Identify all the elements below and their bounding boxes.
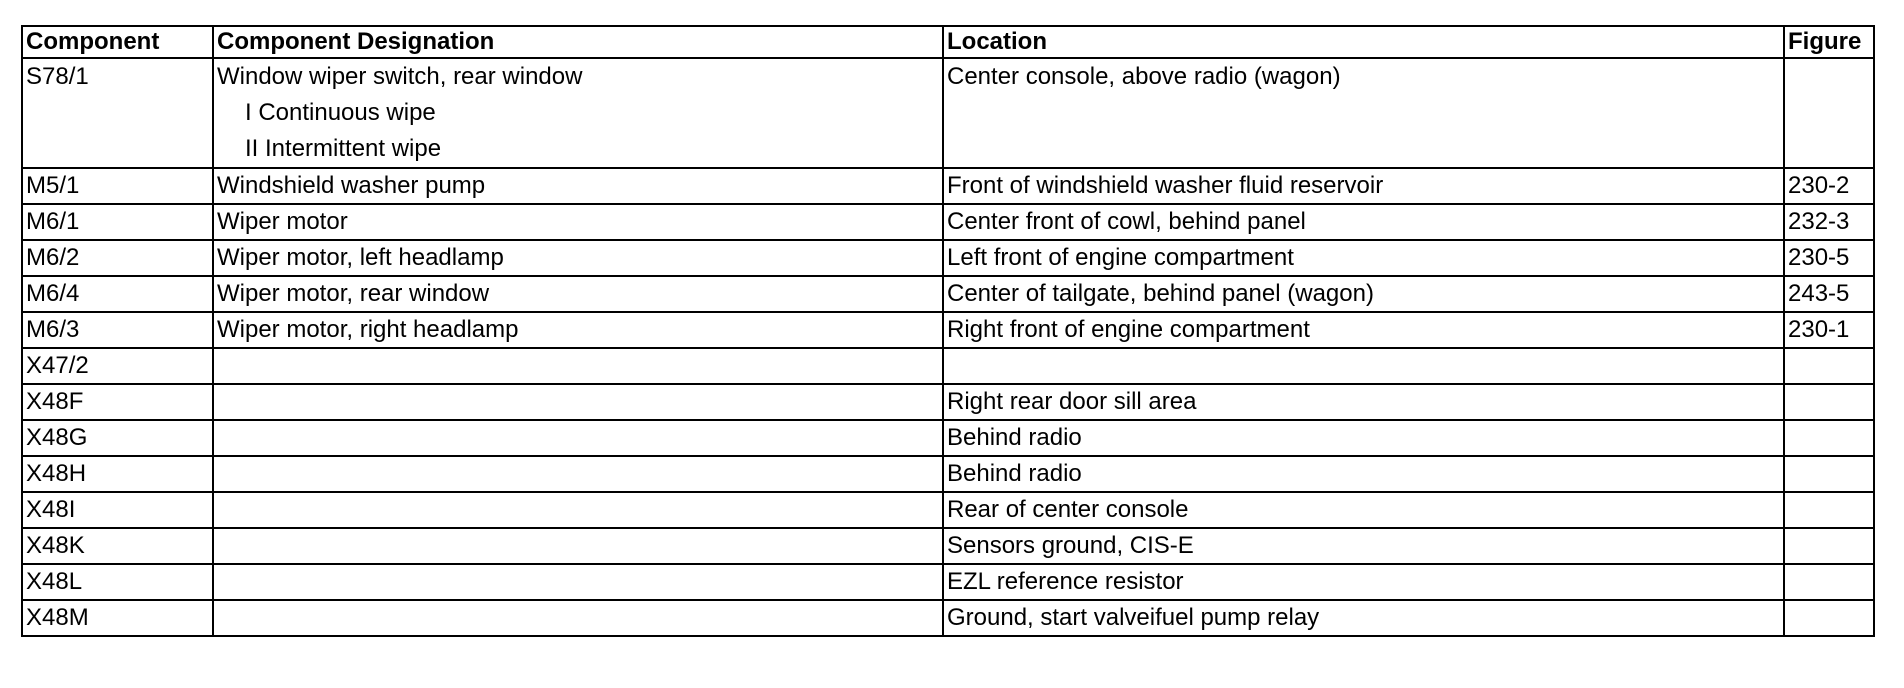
header-figure: Figure	[1784, 26, 1874, 58]
cell-designation	[213, 384, 943, 420]
table-header-row	[22, 26, 1874, 58]
cell-designation	[213, 348, 943, 384]
cell-figure: 232-3	[1784, 204, 1874, 240]
cell-location: Center front of cowl, behind panel	[943, 204, 1784, 240]
header-designation: Component Designation	[213, 26, 943, 58]
cell-designation	[213, 564, 943, 600]
table-row	[22, 348, 1874, 384]
cell-location: Right rear door sill area	[943, 384, 1784, 420]
cell-location: EZL reference resistor	[943, 564, 1784, 600]
cell-designation	[213, 600, 943, 636]
header-component: Component	[22, 26, 213, 58]
cell-designation: Windshield washer pump	[213, 168, 943, 204]
cell-designation	[213, 58, 943, 168]
table-row	[22, 528, 1874, 564]
cell-figure	[1784, 564, 1874, 600]
cell-designation	[213, 528, 943, 564]
cell-location: Left front of engine compartment	[943, 240, 1784, 276]
component-table-sheet	[21, 25, 1873, 637]
cell-location	[943, 348, 1784, 384]
table-row	[22, 384, 1874, 420]
cell-component: X48H	[22, 456, 213, 492]
cell-figure	[1784, 492, 1874, 528]
cell-location: Center of tailgate, behind panel (wagon)	[943, 276, 1784, 312]
cell-figure	[1784, 420, 1874, 456]
cell-figure: 230-2	[1784, 168, 1874, 204]
cell-designation	[213, 420, 943, 456]
cell-designation: Wiper motor, left headlamp	[213, 240, 943, 276]
cell-location: Ground, start valveifuel pump relay	[943, 600, 1784, 636]
cell-figure	[1784, 600, 1874, 636]
cell-figure: 230-1	[1784, 312, 1874, 348]
cell-designation	[213, 456, 943, 492]
cell-figure	[1784, 456, 1874, 492]
table-row	[22, 276, 1874, 312]
cell-location: Behind radio	[943, 420, 1784, 456]
cell-figure	[1784, 528, 1874, 564]
component-table	[21, 25, 1875, 637]
table-row	[22, 492, 1874, 528]
cell-component: M6/4	[22, 276, 213, 312]
table-row	[22, 564, 1874, 600]
table-row	[22, 168, 1874, 204]
cell-component: X47/2	[22, 348, 213, 384]
cell-component: M6/1	[22, 204, 213, 240]
table-row	[22, 420, 1874, 456]
cell-component: X48M	[22, 600, 213, 636]
table-row	[22, 312, 1874, 348]
designation-sub-line: II Intermittent wipe	[245, 135, 442, 162]
table-row	[22, 600, 1874, 636]
cell-location: Rear of center console	[943, 492, 1784, 528]
cell-component: M6/3	[22, 312, 213, 348]
cell-figure: 230-5	[1784, 240, 1874, 276]
cell-component: X48K	[22, 528, 213, 564]
cell-figure	[1784, 348, 1874, 384]
table-row	[22, 204, 1874, 240]
designation-main: Window wiper switch, rear window	[217, 63, 583, 90]
cell-location: Right front of engine compartment	[943, 312, 1784, 348]
cell-location: Behind radio	[943, 456, 1784, 492]
cell-component: X48G	[22, 420, 213, 456]
cell-designation: Wiper motor, rear window	[213, 276, 943, 312]
cell-location: Sensors ground, CIS-E	[943, 528, 1784, 564]
table-row	[22, 58, 1874, 168]
cell-designation: Wiper motor, right headlamp	[213, 312, 943, 348]
table-row	[22, 240, 1874, 276]
cell-figure	[1784, 384, 1874, 420]
cell-figure	[1784, 58, 1874, 168]
cell-component: M5/1	[22, 168, 213, 204]
cell-figure: 243-5	[1784, 276, 1874, 312]
table-row	[22, 456, 1874, 492]
cell-location: Front of windshield washer fluid reservoir	[943, 168, 1784, 204]
cell-location: Center console, above radio (wagon)	[943, 58, 1784, 168]
cell-component: M6/2	[22, 240, 213, 276]
cell-component: X48I	[22, 492, 213, 528]
cell-component: X48F	[22, 384, 213, 420]
cell-designation	[213, 492, 943, 528]
header-location: Location	[943, 26, 1784, 58]
cell-designation: Wiper motor	[213, 204, 943, 240]
designation-sub-line: I Continuous wipe	[245, 99, 436, 126]
cell-component: X48L	[22, 564, 213, 600]
cell-component: S78/1	[22, 58, 213, 168]
